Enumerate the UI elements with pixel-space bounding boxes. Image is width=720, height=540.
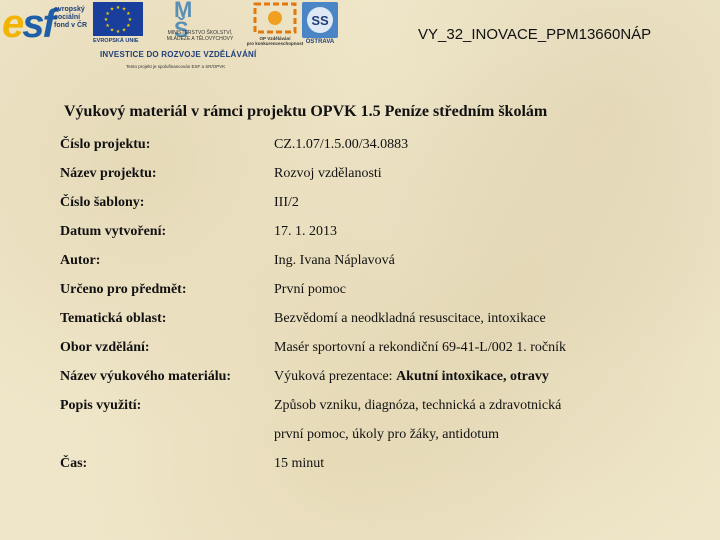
row-value: Rozvoj vzdělanosti xyxy=(274,166,382,181)
info-table xyxy=(60,136,700,484)
svg-text:★: ★ xyxy=(103,17,109,23)
row-value: Způsob vzniku, diagnóza, technická a zdravotnická první pomoc, úkoly pro žáky, antidotum xyxy=(274,398,562,442)
row-value: Bezvědomí a neodkladná resuscitace, intoxikace xyxy=(274,311,546,326)
table-row xyxy=(60,165,700,194)
table-row xyxy=(60,223,700,252)
row-value: První pomoc xyxy=(274,282,346,297)
eu-flag-icon xyxy=(93,2,143,36)
row-label: Autor: xyxy=(60,253,101,268)
ostrava-school-logo: SS OSTRAVA xyxy=(302,2,338,46)
row-value: 17. 1. 2013 xyxy=(274,224,337,239)
table-row xyxy=(60,339,700,368)
material-code: VY_32_INOVACE_PPM13660NÁP xyxy=(418,26,652,43)
esf-logo: esf evropský sociální fond v ČR xyxy=(2,2,88,46)
row-label: Název projektu: xyxy=(60,166,157,181)
row-value: CZ.1.07/1.5.00/34.0883 xyxy=(274,137,409,152)
svg-text:★: ★ xyxy=(115,5,121,11)
row-label: Číslo šablony: xyxy=(60,195,145,210)
table-row xyxy=(60,194,700,223)
svg-text:SS: SS xyxy=(311,13,329,28)
table-row xyxy=(60,252,700,281)
op-vk-logo: OP Vzdělávání pro konkurenceschopnost xyxy=(250,2,300,46)
investice-subtext: Tento projekt je spolufinancován ESF a SR/OPVK xyxy=(126,64,226,69)
table-row xyxy=(60,136,700,165)
row-label: Datum vytvoření: xyxy=(60,224,167,239)
svg-text:★: ★ xyxy=(109,6,115,13)
svg-text:★: ★ xyxy=(105,11,110,17)
row-value: Ing. Ivana Náplavová xyxy=(274,253,395,268)
svg-text:★: ★ xyxy=(127,17,133,23)
row-label: Název výukového materiálu: xyxy=(60,369,232,384)
table-row xyxy=(60,281,700,310)
row-label: Čas: xyxy=(60,456,88,471)
row-label: Určeno pro předmět: xyxy=(60,282,187,297)
row-value: III/2 xyxy=(274,195,299,210)
svg-text:★: ★ xyxy=(115,29,121,35)
op-vk-icon xyxy=(253,2,297,34)
investice-slogan: INVESTICE DO ROZVOJE VZDĚLÁVÁNÍ xyxy=(100,50,257,59)
table-row xyxy=(60,368,700,397)
eu-logo: ★ ★ ★ ★ ★ ★ ★ ★ ★ ★ ★ ★ EVROPSKÁ UNIE xyxy=(93,2,143,46)
school-badge-icon xyxy=(302,2,338,38)
row-label: Obor vzdělání: xyxy=(60,340,150,355)
row-label: Popis využití: xyxy=(60,398,142,413)
page-title: Výukový materiál v rámci projektu OPVK 1.5 Peníze středním školám xyxy=(64,103,548,120)
table-row xyxy=(60,455,700,484)
logo-bar xyxy=(0,0,400,80)
row-value: Masér sportovní a rekondiční 69-41-L/002 1. ročník xyxy=(274,340,566,355)
row-value: 15 minut xyxy=(274,456,325,471)
svg-text:★: ★ xyxy=(126,11,131,17)
svg-text:★: ★ xyxy=(121,6,127,13)
table-row xyxy=(60,397,700,455)
svg-text:★: ★ xyxy=(126,23,131,29)
svg-text:★: ★ xyxy=(121,27,127,34)
row-value: Výuková prezentace: Akutní intoxikace, otravy xyxy=(274,369,549,384)
msmt-logo: M Š MINISTERSTVO ŠKOLSTVÍ, MLÁDEŽE A TĚLOVÝCHOVY xyxy=(166,0,234,42)
material-name: Akutní intoxikace, otravy xyxy=(396,369,549,384)
svg-text:★: ★ xyxy=(105,23,110,29)
svg-text:★: ★ xyxy=(109,27,115,34)
row-label: Číslo projektu: xyxy=(60,137,151,152)
table-row xyxy=(60,310,700,339)
row-label: Tematická oblast: xyxy=(60,311,167,326)
